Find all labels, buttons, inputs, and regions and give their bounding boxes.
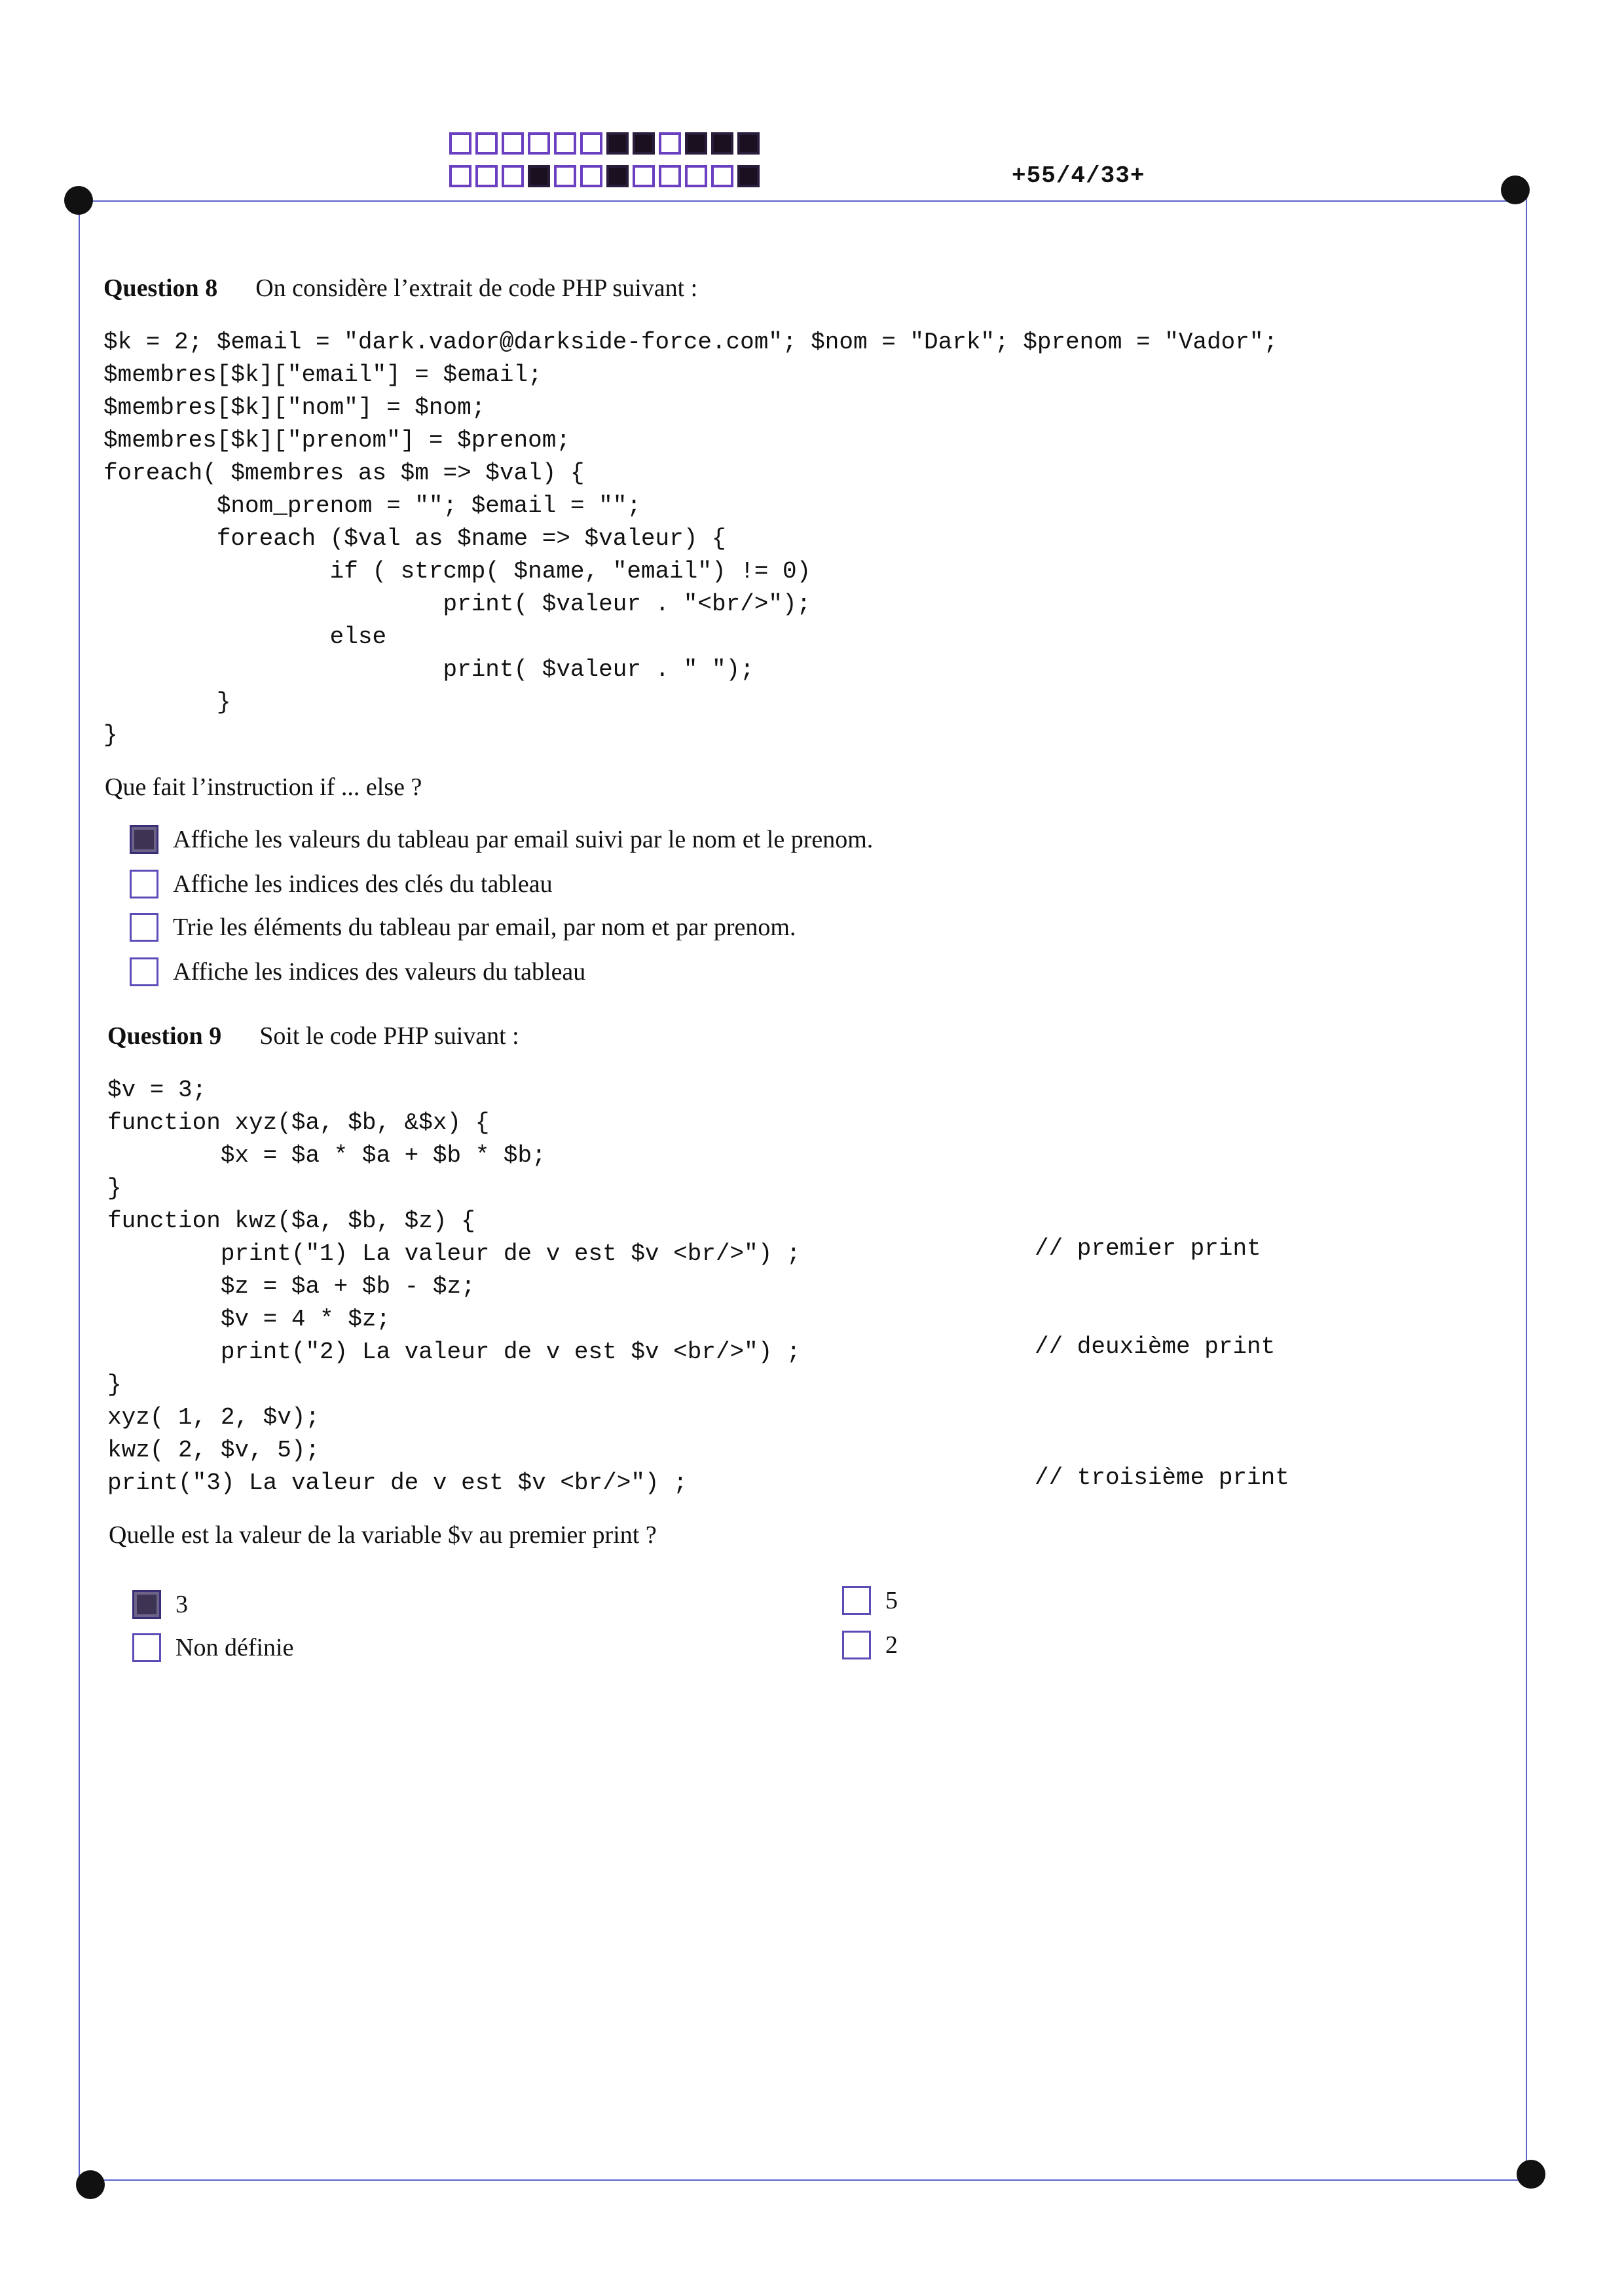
q8-answer-3[interactable]: [130, 913, 796, 942]
q9-answer-4-checkbox[interactable]: [842, 1631, 871, 1659]
question-9-label: Question 9: [107, 1022, 222, 1050]
question-9-prompt: Quelle est la valeur de la variable $v au premier print ?: [109, 1521, 657, 1549]
id-grid-row-1: [449, 132, 764, 155]
id-grid-cell: [711, 165, 733, 187]
comment-deuxieme-print: // deuxième print: [1035, 1333, 1276, 1360]
question-8-prompt: Que fait l’instruction if ... else ?: [105, 773, 422, 801]
id-grid-cell: [554, 132, 576, 155]
id-grid-cell: [580, 132, 602, 155]
q9-answer-1-label: 3: [175, 1591, 188, 1618]
frame-left: [79, 200, 80, 2179]
q8-answer-1-label: Affiche les valeurs du tableau par email suivi par le nom et le prenom.: [173, 826, 874, 853]
question-8-label: Question 8: [103, 274, 218, 302]
q9-answer-4-label: 2: [885, 1631, 898, 1659]
id-grid-cell: [475, 132, 498, 155]
question-8-title: [103, 274, 697, 303]
comment-troisieme-print: // troisième print: [1035, 1464, 1289, 1491]
id-grid-cell: [449, 165, 471, 187]
corner-marker-top-left: [64, 186, 93, 215]
q8-answer-3-checkbox[interactable]: [130, 913, 158, 942]
corner-marker-top-right: [1501, 176, 1530, 204]
question-8-code: $k = 2; $email = "dark.vador@darkside-force.com"; $nom = "Dark"; $prenom = "Vador"; $membres[$k]["email"] = $email; $membres[$k]["nom"] = $nom; $membres[$k]["prenom"] = $prenom; foreach( $membres as $m => $val) { $nom_prenom = ""; $email = ""; foreach ($val as $name => $valeur) { if ( strcmp( $name, "email") != 0) print( $valeur . "<br/>"); else print( $valeur . " "); } }: [103, 329, 1278, 749]
id-grid-cell: [449, 132, 471, 155]
q8-answer-3-label: Trie les éléments du tableau par email, par nom et par prenom.: [173, 914, 796, 941]
id-grid-cell: [685, 132, 707, 155]
q9-answer-3[interactable]: [842, 1586, 898, 1615]
id-grid-cell: [528, 132, 550, 155]
q9-answer-1-checkbox[interactable]: [132, 1590, 161, 1619]
question-9-text: Soit le code PHP suivant :: [259, 1022, 519, 1050]
id-grid-cell: [475, 165, 498, 187]
q9-answer-2-checkbox[interactable]: [132, 1633, 161, 1662]
q8-answer-1[interactable]: [130, 825, 873, 854]
id-grid-cell: [737, 132, 760, 155]
id-grid-cell: [737, 165, 760, 187]
q9-answer-3-checkbox[interactable]: [842, 1586, 871, 1615]
id-grid-cell: [606, 132, 629, 155]
id-grid-cell: [502, 132, 524, 155]
id-grid-cell: [502, 165, 524, 187]
q8-answer-2-label: Affiche les indices des clés du tableau: [173, 870, 553, 898]
q9-answer-3-label: 5: [885, 1587, 898, 1614]
q8-answer-4-label: Affiche les indices des valeurs du tableau: [173, 958, 586, 986]
id-grid-cell: [659, 132, 681, 155]
q9-answer-1[interactable]: [132, 1590, 188, 1619]
frame-top: [77, 200, 1515, 202]
q8-answer-2-checkbox[interactable]: [130, 870, 158, 898]
q8-answer-2[interactable]: [130, 870, 553, 898]
q9-answer-4[interactable]: [842, 1631, 898, 1659]
id-grid-cell: [580, 165, 602, 187]
corner-marker-bottom-left: [76, 2170, 105, 2199]
id-grid-cell: [685, 165, 707, 187]
q8-answer-1-checkbox[interactable]: [130, 825, 158, 854]
sheet-code: +55/4/33+: [1012, 162, 1145, 189]
q9-answer-2-label: Non définie: [175, 1634, 294, 1661]
id-grid-cell: [711, 132, 733, 155]
id-grid-cell: [633, 165, 655, 187]
comment-premier-print: // premier print: [1035, 1235, 1261, 1262]
frame-right: [1526, 189, 1527, 2179]
id-grid-cell: [633, 132, 655, 155]
q8-answer-4[interactable]: [130, 957, 585, 986]
id-grid-cell: [528, 165, 550, 187]
question-9-title: [107, 1022, 519, 1050]
question-8-text: On considère l’extrait de code PHP suivant :: [255, 274, 698, 302]
id-grid-cell: [659, 165, 681, 187]
id-grid-row-2: [449, 165, 764, 187]
id-grid-cell: [554, 165, 576, 187]
corner-marker-bottom-right: [1517, 2160, 1545, 2189]
frame-bottom: [89, 2179, 1530, 2181]
question-9-code: $v = 3; function xyz($a, $b, &$x) { $x = $a * $a + $b * $b; } function kwz($a, $b, $z) { print("1) La valeur de v est $v <br/>") ; $z = $a + $b - $z; $v = 4 * $z; print("2) La valeur de v est $v <br/>") ; } xyz( 1, 2, $v); kwz( 2, $v, 5); print("3) La valeur de v est $v <br/>") ;: [107, 1077, 801, 1496]
id-grid-cell: [606, 165, 629, 187]
q8-answer-4-checkbox[interactable]: [130, 957, 158, 986]
q9-answer-2[interactable]: [132, 1633, 293, 1662]
